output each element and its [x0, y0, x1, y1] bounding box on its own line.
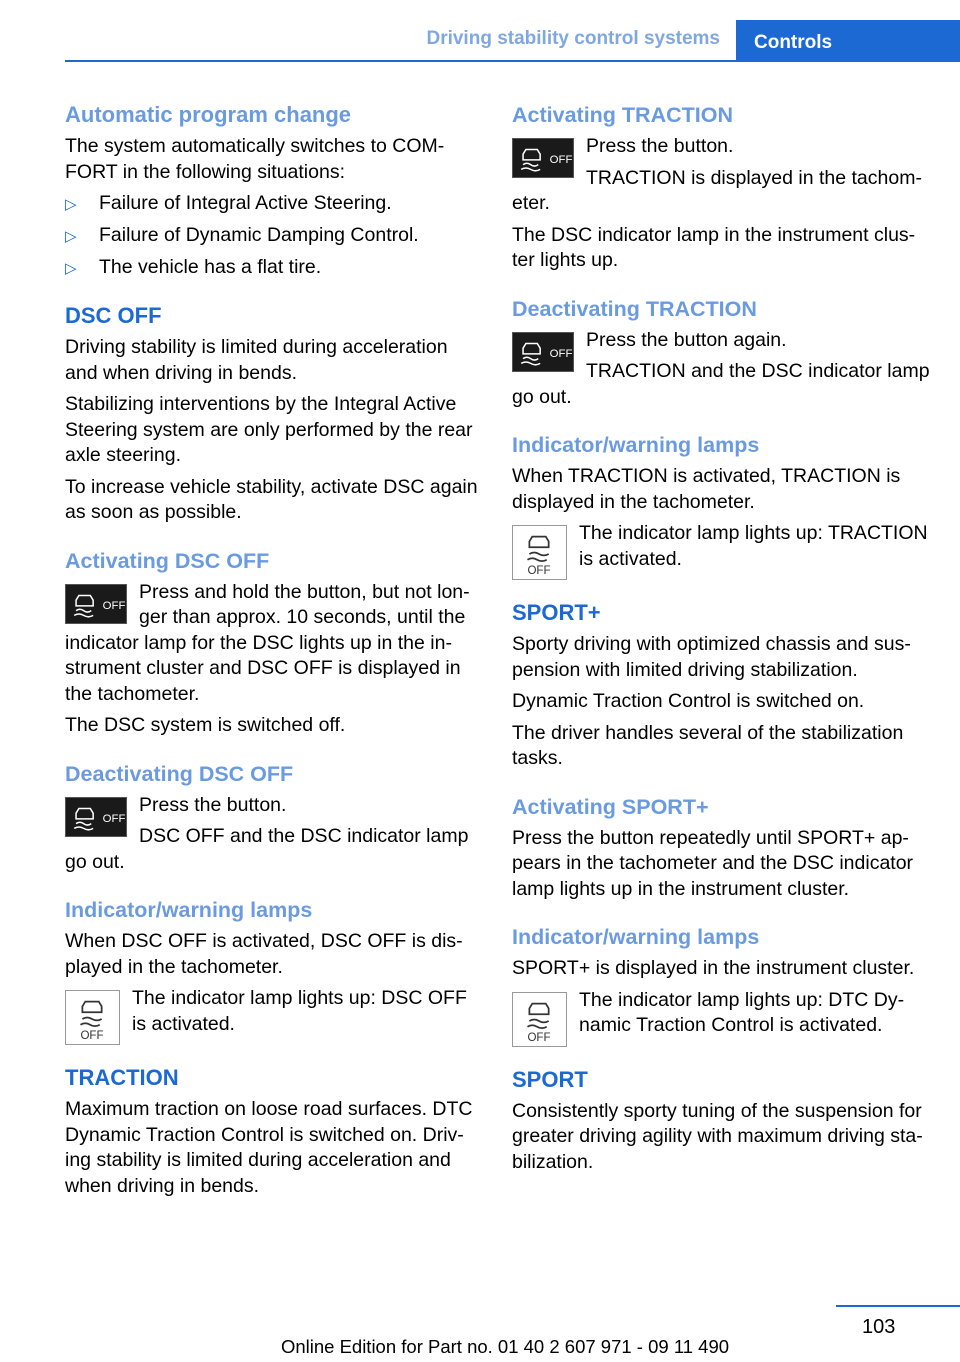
dsc-off-indicator-lamp-icon [512, 992, 567, 1047]
heading-deactivating-traction: Deactivating TRACTION [512, 296, 757, 321]
heading-dsc-off: DSC OFF [65, 303, 162, 328]
dsc-off-button-icon [512, 138, 574, 178]
heading-automatic-program-change: Automatic program change [65, 102, 352, 127]
dsc-off-button-icon [65, 584, 127, 624]
svg-text:OFF: OFF [102, 812, 126, 825]
paragraph: When DSC OFF is activated, DSC OFF is dis-played in the tachometer. [65, 930, 463, 978]
header-section-title: Driving stability control systems [426, 28, 720, 49]
paragraph: The indicator lamp lights up: TRACTION is activated. [579, 522, 928, 570]
dsc-off-indicator-lamp-icon [512, 525, 567, 580]
paragraph: TRACTION is displayed in the tachom-eter. [512, 166, 922, 214]
page-number: 103 [862, 1316, 896, 1338]
paragraph: SPORT+ is displayed in the instrument cluster. [512, 957, 915, 979]
paragraph: The driver handles several of the stabilization tasks. [512, 721, 904, 769]
heading-indicator-warning-lamps: Indicator/warning lamps [512, 433, 760, 457]
svg-text:OFF: OFF [527, 565, 551, 578]
paragraph: Stabilizing interventions by the Integral Active Steering system are only performed by the rear axle steering. [65, 393, 473, 466]
left-column [65, 100, 485, 1205]
triangle-bullet-icon: ▷ [65, 196, 77, 213]
triangle-bullet-icon: ▷ [65, 260, 77, 277]
paragraph: Sporty driving with optimized chassis and sus-pension with limited driving stabilization. [512, 633, 911, 681]
paragraph: Press and hold the button, but not lon-ger than approx. 10 seconds, until the indicator lamp for the DSC lights up in the in-strument cluster and DSC OFF is displayed in the tachometer. [65, 580, 470, 705]
paragraph: Maximum traction on loose road surfaces. DTC Dynamic Traction Control is switched on. Driv-ing stability is limited during acceleration and when driving in bends. [65, 1098, 473, 1197]
heading-sport-plus: SPORT+ [512, 600, 601, 625]
heading-indicator-warning-lamps: Indicator/warning lamps [65, 898, 313, 922]
paragraph: Driving stability is limited during acceleration and when driving in bends. [65, 336, 448, 384]
paragraph: DSC OFF and the DSC indicator lamp go out. [65, 825, 469, 873]
list-item: ▷ The vehicle has a flat tire. [65, 255, 485, 281]
dsc-off-button-icon [512, 332, 574, 372]
list-item: ▷ Failure of Integral Active Steering. [65, 191, 485, 217]
paragraph: Press the button. [586, 135, 734, 157]
paragraph: Press the button again. [586, 328, 787, 351]
svg-text:OFF: OFF [549, 153, 573, 166]
paragraph: Dynamic Traction Control is switched on. [512, 690, 865, 712]
header-chapter-tab: Controls [736, 20, 960, 61]
paragraph: When TRACTION is activated, TRACTION is displayed in the tachometer. [512, 465, 901, 513]
heading-activating-traction: Activating TRACTION [512, 103, 733, 127]
heading-activating-dsc-off: Activating DSC OFF [65, 548, 270, 573]
bullet-list [65, 191, 485, 281]
footer-edition-text: Online Edition for Part no. 01 40 2 607 971 - 09 11 490 [280, 1336, 730, 1357]
right-column [512, 100, 932, 1181]
paragraph: Press the button repeatedly until SPORT+ ap-pears in the tachometer and the DSC indicator lamp lights up in the instrument cluster. [512, 826, 914, 900]
svg-text:OFF: OFF [80, 1030, 104, 1043]
svg-text:OFF: OFF [527, 1031, 551, 1044]
list-item: ▷ Failure of Dynamic Damping Control. [65, 223, 485, 249]
heading-traction: TRACTION [65, 1065, 179, 1090]
paragraph: Press the button. [139, 793, 287, 816]
heading-deactivating-dsc-off: Deactivating DSC OFF [65, 761, 294, 786]
paragraph: Consistently sporty tuning of the suspension for greater driving agility with maximum driving sta-bilization. [512, 1099, 923, 1173]
paragraph: TRACTION and the DSC indicator lamp go out. [512, 360, 930, 408]
footer-rule [836, 1305, 960, 1307]
paragraph: The indicator lamp lights up: DSC OFF is activated. [132, 987, 467, 1035]
svg-text:OFF: OFF [102, 599, 126, 612]
dsc-off-indicator-lamp-icon [65, 990, 120, 1045]
header-rule [65, 60, 960, 62]
svg-text:OFF: OFF [549, 347, 573, 360]
paragraph: The system automatically switches to COM-FORT in the following situations: [65, 135, 445, 183]
heading-activating-sport-plus: Activating SPORT+ [512, 794, 709, 819]
paragraph: The DSC system is switched off. [65, 714, 346, 736]
triangle-bullet-icon: ▷ [65, 228, 77, 245]
paragraph: The DSC indicator lamp in the instrument clus-ter lights up. [512, 223, 916, 271]
page-header [0, 0, 960, 64]
heading-indicator-warning-lamps: Indicator/warning lamps [512, 925, 760, 949]
paragraph: The indicator lamp lights up: DTC Dy-namic Traction Control is activated. [579, 988, 905, 1036]
dsc-off-button-icon [65, 797, 127, 837]
paragraph: To increase vehicle stability, activate DSC again as soon as possible. [65, 475, 478, 523]
heading-sport: SPORT [512, 1066, 588, 1092]
